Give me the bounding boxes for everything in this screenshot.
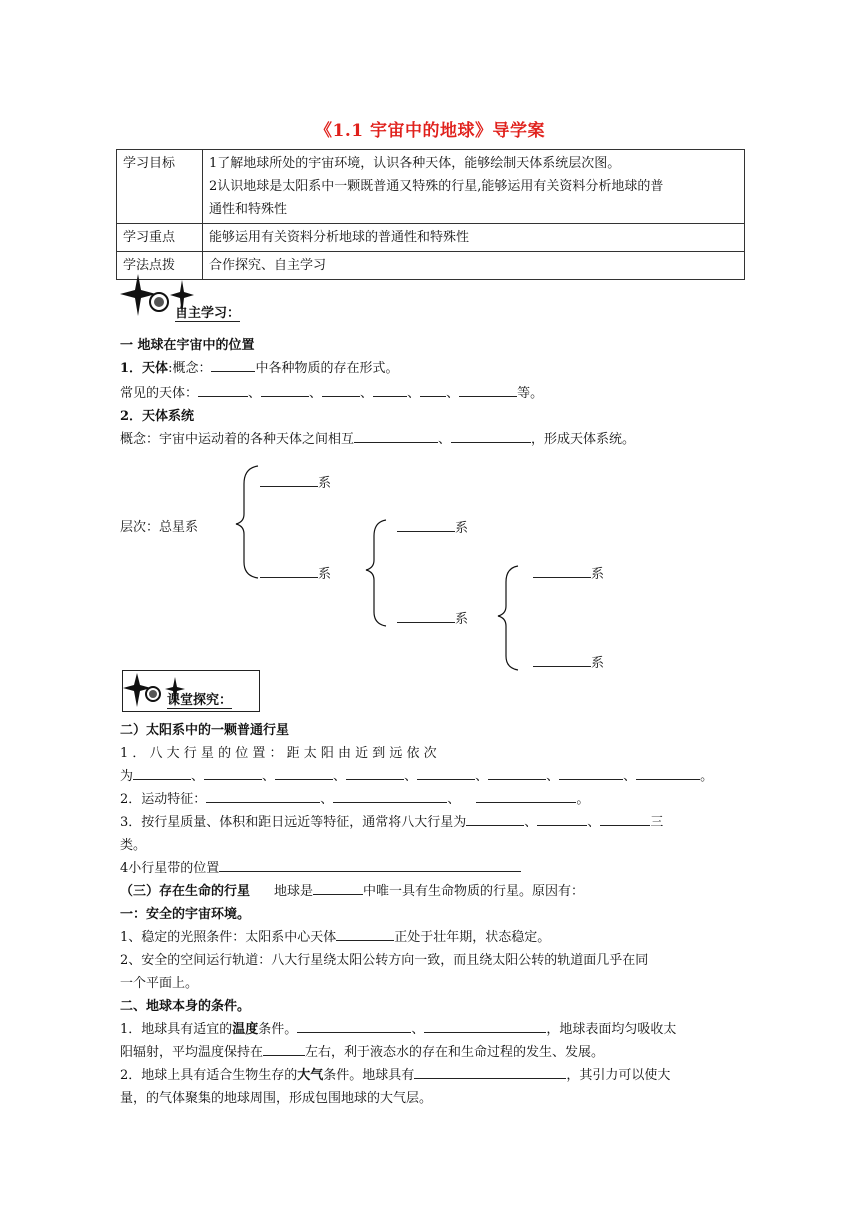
text-line: 一个平面上。 <box>120 976 199 991</box>
text-line: 类。 <box>120 838 147 853</box>
level-system-2: 系 <box>397 608 468 627</box>
text-line: 1 ． 八 大 行 星 的 位 置 ： 距 太 阳 由 近 到 远 依 次 <box>120 746 437 761</box>
text-line: 2．地球上具有适合生物生存的大气条件。地球具有 ，其引力可以使大 <box>120 1064 670 1083</box>
goal-line: 通性和特殊性 <box>209 202 288 217</box>
goal-line: 2认识地球是太阳系中一颗既普通又特殊的行星,能够运用有关资料分析地球的普 <box>209 179 664 194</box>
level-sub-2: 系 <box>533 652 604 671</box>
level-sub-1: 系 <box>533 563 604 582</box>
text-line: 量，的气体聚集的地球周围，形成包围地球的大气层。 <box>120 1091 433 1106</box>
heading: 一 地球在宇宙中的位置 <box>120 338 255 353</box>
text-line: 阳辐射，平均温度保持在 左右，利于液态水的存在和生命过程的发生、发展。 <box>120 1041 604 1060</box>
class-badge <box>122 670 260 712</box>
page-title: 《1.1 宇宙中的地球》导学案 <box>315 121 545 141</box>
goal-line: 1了解地球所处的宇宙环境，认识各种天体，能够绘制天体系统层次图。 <box>209 156 621 171</box>
heading: 2．天体系统 <box>120 409 195 424</box>
text-line: 1、稳定的光照条件：太阳系中心天体 正处于壮年期，状态稳定。 <box>120 926 550 945</box>
text-line: 为 、 、 、 、 、 、 、 。 <box>120 765 713 784</box>
section-label: 自主学习： <box>175 302 240 322</box>
text-line: 3．按行星质量、体积和距日远近等特征，通常将八大行星为 、 、 三 <box>120 811 663 830</box>
text-line: 常见的天体： 、 、 、 、 、 等。 <box>120 382 543 401</box>
level-galaxy-2: 系 <box>260 563 331 582</box>
text-line: 4小行星带的位置 <box>120 857 521 876</box>
goal-key: 学习重点 <box>117 224 203 252</box>
goal-key: 学法点拨 <box>117 252 203 280</box>
text-line: 1．天体:概念： 中各种物质的存在形式。 <box>120 357 398 376</box>
heading: 二）太阳系中的一颗普通行星 <box>120 723 290 738</box>
text-line: （三）存在生命的行星 地球是 中唯一具有生命物质的行星。原因有： <box>120 880 584 899</box>
text-line: 2、安全的空间运行轨道：八大行星绕太阳公转方向一致，而且绕太阳公转的轨道面几乎在同 <box>120 953 649 968</box>
level-galaxy-1: 系 <box>260 472 331 491</box>
goal-line: 合作探究、自主学习 <box>209 258 327 273</box>
hierarchy-root: 层次：总星系 <box>120 520 199 535</box>
section-label: 课堂探究： <box>167 689 232 709</box>
goal-line: 能够运用有关资料分析地球的普通性和特殊性 <box>209 230 470 245</box>
text-line: 概念：宇宙中运动着的各种天体之间相互 、 ，形成天体系统。 <box>120 428 635 447</box>
level-system-1: 系 <box>397 517 468 536</box>
text-line: 1．地球具有适宜的温度条件。 、 ，地球表面均匀吸收太 <box>120 1018 676 1037</box>
goal-key: 学习目标 <box>117 150 203 224</box>
text-line: 2．运动特征： 、 、 。 <box>120 788 589 807</box>
heading: 二、地球本身的条件。 <box>120 999 251 1014</box>
heading: 一：安全的宇宙环境。 <box>120 907 251 922</box>
